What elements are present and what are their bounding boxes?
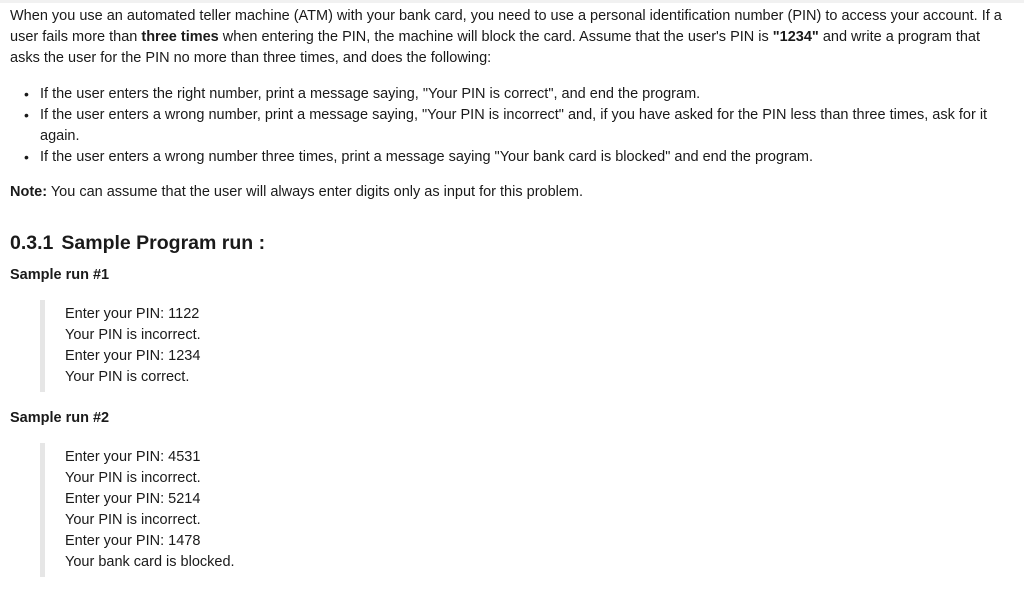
pin-value-emphasis: "1234" [772,29,819,45]
section-number: 0.3.1 [10,232,54,254]
section-heading [10,231,1024,255]
note-paragraph [10,182,1024,203]
intro-paragraph [10,6,1024,69]
sample-run-2-label: Sample run #2 [10,410,110,426]
output-line: Enter your PIN: 5214 [65,491,201,507]
intro-line-2-post: and write a program that [818,29,981,45]
intro-line-2-pre: user fails more than [10,29,142,45]
requirement-item [24,84,1024,105]
output-line: Your PIN is incorrect. [65,327,201,343]
output-line: Your bank card is blocked. [65,554,235,570]
output-line: Enter your PIN: 1478 [65,533,201,549]
requirement-text: If the user enters a wrong number three times, print a message saying "Your bank card is blocked" and end the program. [40,149,814,165]
bullet-icon: • [24,149,29,165]
note-text: You can assume that the user will always enter digits only as input for this problem. [47,184,584,200]
document-body [10,6,1024,577]
requirement-item [24,105,1024,147]
requirement-item [24,147,1024,168]
output-line: Enter your PIN: 1234 [65,348,201,364]
bullet-icon: • [24,86,29,102]
sample-run-1-output [40,300,1024,392]
bullet-icon: • [24,107,29,123]
top-divider [0,0,1024,3]
sample-run-2-output [40,443,1024,577]
requirement-text-continuation: again. [40,128,80,144]
output-line: Enter your PIN: 1122 [65,306,200,322]
note-label: Note: [10,184,48,200]
intro-line-2-mid: when entering the PIN, the machine will block the card. Assume that the user's PIN is [218,29,773,45]
output-line: Enter your PIN: 4531 [65,449,201,465]
requirement-text: If the user enters the right number, print a message saying, "Your PIN is correct", and end the program. [40,86,701,102]
intro-line-3: asks the user for the PIN no more than three times, and does the following: [10,50,492,66]
output-line: Your PIN is correct. [65,369,190,385]
output-line: Your PIN is incorrect. [65,470,201,486]
three-times-emphasis: three times [141,29,219,45]
sample-run-1-label: Sample run #1 [10,267,110,283]
requirement-text: If the user enters a wrong number, print a message saying, "Your PIN is incorrect" and, if you have asked for the PIN less than three times, ask for it [40,107,988,123]
intro-line-1: When you use an automated teller machine (ATM) with your bank card, you need to use a personal identification number (PIN) to access your account. If a [10,8,1002,24]
intro-line-2 [10,27,1024,48]
requirements-list [10,84,1024,168]
output-line: Your PIN is incorrect. [65,512,201,528]
section-title: Sample Program run : [61,232,266,254]
